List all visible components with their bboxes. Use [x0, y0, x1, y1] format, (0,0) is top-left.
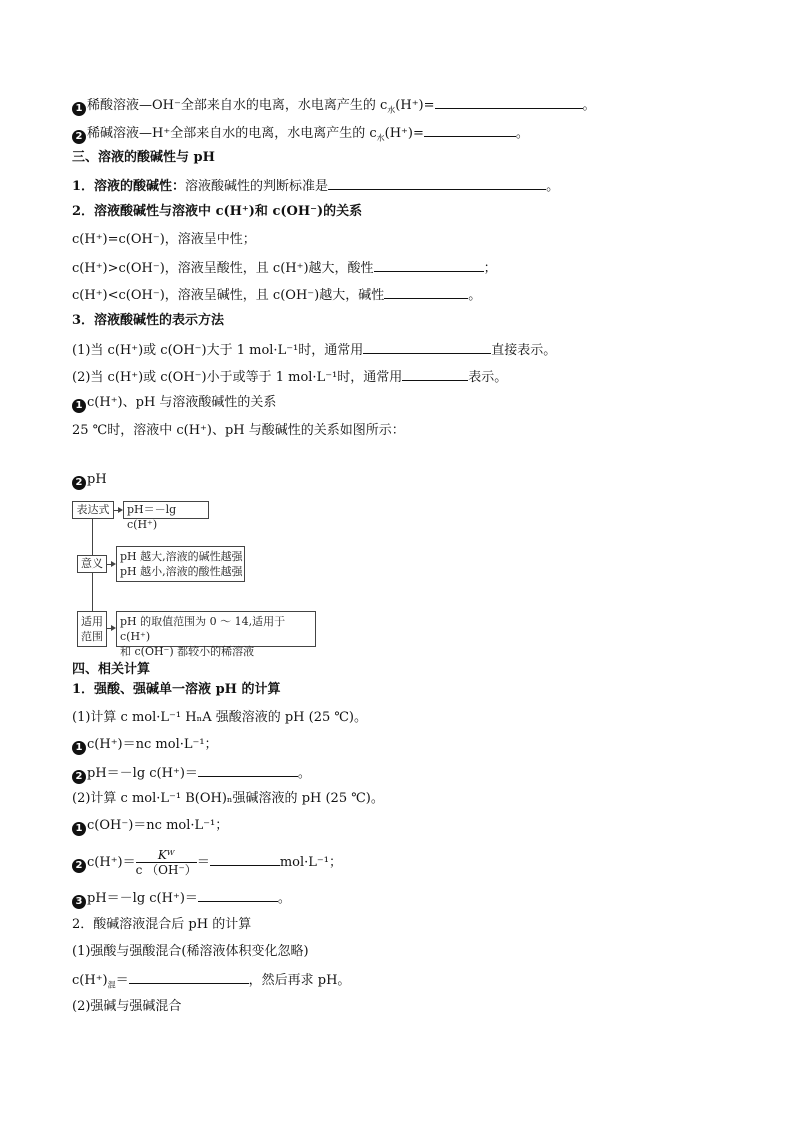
- fill-blank[interactable]: [424, 124, 516, 137]
- circled-number-2-icon: 2: [72, 130, 86, 144]
- line-acidity-criterion: 1．溶液的酸碱性：溶液酸碱性的判断标准是 。: [72, 179, 560, 194]
- line-acid-ph: 2 pH＝－lg c(H⁺)＝ 。: [72, 764, 311, 784]
- line-method-1: (1)当 c(H⁺)或 c(OH⁻)大于 1 mol·L⁻¹时，通常用 直接表示。: [72, 343, 557, 358]
- section-heading-3: 三、溶液的酸碱性与 pH: [72, 150, 215, 165]
- fill-blank[interactable]: [210, 853, 280, 866]
- line-neutral: c(H⁺)=c(OH⁻)，溶液呈中性；: [72, 232, 256, 247]
- line-strong-base-calc: (2)计算 c mol·L⁻¹ B(OH)ₙ强碱溶液的 pH (25 ℃)。: [72, 791, 384, 806]
- circled-number-2-icon: 2: [72, 476, 86, 490]
- section-heading-4: 四、相关计算: [72, 662, 151, 677]
- diagram-value-scope: pH 的取值范围为 0 ～ 14,适用于 c(H⁺) 和 c(OH⁻) 都较小的稀溶液: [116, 611, 316, 647]
- line-base-water-ionization: 2 稀碱溶液—H⁺全部来自水的电离，水电离产生的 $c_水(H^+)=$ 。: [72, 124, 529, 147]
- connector: [92, 573, 93, 611]
- fill-blank[interactable]: [384, 286, 468, 299]
- fill-blank[interactable]: [363, 341, 491, 354]
- fill-blank[interactable]: [402, 368, 468, 381]
- connector: [92, 519, 93, 555]
- fraction-kw-over-oh: $\frac{\text{Kᵂ}}{c (OH^-)}$: [135, 848, 197, 877]
- diagram-value-meaning: pH 越大,溶液的碱性越强 pH 越小,溶液的酸性越强: [116, 546, 245, 582]
- fill-blank[interactable]: [129, 971, 249, 984]
- diagram-label-scope: 适用 范围: [77, 611, 107, 647]
- line-base-ph: 3 pH＝－lg c(H⁺)＝ 。: [72, 889, 291, 909]
- line-acidic: c(H⁺)>c(OH⁻)，溶液呈酸性，且 c(H⁺)越大，酸性 ；: [72, 261, 497, 276]
- circled-number-2-icon: 2: [72, 859, 86, 873]
- line-base-oh-concentration: 1 c(OH⁻)＝nc mol·L⁻¹；: [72, 818, 228, 836]
- circled-number-1-icon: 1: [72, 741, 86, 755]
- fill-blank[interactable]: [374, 259, 484, 272]
- line-25c-relation: 25 ℃时，溶液中 c(H⁺)、pH 与酸碱性的关系如图所示：: [72, 423, 405, 438]
- diagram-label-expression: 表达式: [72, 501, 114, 519]
- subheading-single-solution: 1．强酸、强碱单一溶液 pH 的计算: [72, 682, 281, 697]
- subheading-representation: 3．溶液酸碱性的表示方法: [72, 313, 225, 328]
- diagram-label-meaning: 意义: [77, 555, 107, 573]
- diagram-value-expression: pH＝－lg c(H⁺): [123, 501, 209, 519]
- line-ph-heading: 2 pH: [72, 472, 107, 490]
- fill-blank[interactable]: [198, 889, 278, 902]
- fill-blank[interactable]: [435, 96, 583, 109]
- circled-number-3-icon: 3: [72, 895, 86, 909]
- line-acid-h-concentration: 1 c(H⁺)＝nc mol·L⁻¹；: [72, 737, 218, 755]
- line-acid-water-ionization: 1 稀酸溶液—OH⁻全部来自水的电离，水电离产生的 $c_水(H^+)=$ 。: [72, 96, 596, 119]
- subheading-relation: 2．溶液酸碱性与溶液中 c(H⁺)和 c(OH⁻)的关系: [72, 204, 363, 219]
- line-base-base-mix: (2)强碱与强碱混合: [72, 999, 182, 1014]
- circled-number-2-icon: 2: [72, 770, 86, 784]
- line-mixed-h-concentration: $c(H^+)_混=$ ，然后再求 pH。: [72, 973, 351, 990]
- circled-number-1-icon: 1: [72, 399, 86, 413]
- fill-blank[interactable]: [198, 764, 298, 777]
- subheading-mixing: 2．酸碱溶液混合后 pH 的计算: [72, 917, 252, 932]
- line-basic: c(H⁺)<c(OH⁻)，溶液呈碱性，且 c(OH⁻)越大，碱性 。: [72, 288, 482, 303]
- circled-number-1-icon: 1: [72, 822, 86, 836]
- fill-blank[interactable]: [328, 177, 546, 190]
- line-relation-heading: 1 c(H⁺)、pH 与溶液酸碱性的关系: [72, 395, 276, 413]
- line-strong-acid-calc: (1)计算 c mol·L⁻¹ HₙA 强酸溶液的 pH (25 ℃)。: [72, 710, 368, 725]
- circled-number-1-icon: 1: [72, 102, 86, 116]
- line-base-h-concentration: 2 c(H⁺)＝ $\frac{\text{Kᵂ}}{c (OH^-)}$ ＝ mol·L⁻¹；: [72, 848, 342, 878]
- line-acid-acid-mix: (1)强酸与强酸混合(稀溶液体积变化忽略): [72, 944, 309, 959]
- line-method-2: (2)当 c(H⁺)或 c(OH⁻)小于或等于 1 mol·L⁻¹时，通常用 表示。: [72, 370, 508, 385]
